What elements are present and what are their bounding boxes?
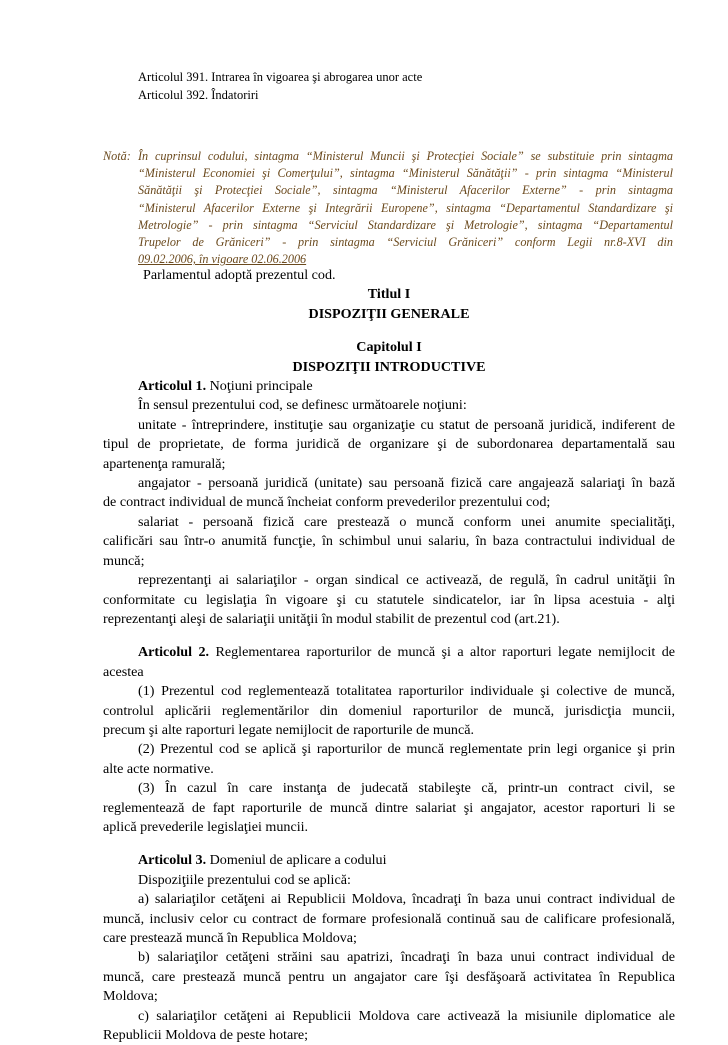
table-of-contents (138, 68, 422, 104)
note-line: “Ministerul Afacerilor Externe şi Integrării Europene”, sintagma “Departamentul Standardizare şi (138, 200, 673, 215)
article-3-label: Articolul 3. (138, 852, 207, 869)
article-1-intro: În sensul prezentului cod, se definesc următoarele noţiuni: (138, 397, 467, 414)
note-line: Sănătăţii şi Protecţiei Sociale”, sintagma “Ministerul Afacerilor Externe” - prin sintagma (138, 183, 673, 198)
editorial-note (103, 148, 673, 268)
article-2-label: Articolul 2. (138, 644, 210, 661)
chapter-name: DISPOZIŢII INTRODUCTIVE (292, 358, 486, 375)
note-date-link[interactable]: 09.02.2006, în vigoare 02.06.2006 (138, 252, 307, 267)
definition-angajator: angajator - persoană juridică (unitate) sau persoană fizică care angajează salariaţi în bază de contract individual de muncă încheiat conform prevederilor prezentului cod; (103, 475, 675, 511)
note-label: Notă: (103, 149, 131, 163)
article-3-title: Domeniul de aplicare a codului (206, 852, 387, 869)
article-2-heading: Articolul 2. Reglementarea raporturilor de muncă şi a altor raporturi legate nemijlocit de acestea (103, 644, 676, 680)
note-line: În cuprinsul codului, sintagma “Ministerul Muncii şi Protecţiei Sociale” se substituie prin sintagma (138, 149, 673, 163)
article-3-item-c: c) salariaţilor cetăţeni ai Republicii Moldova care activează la misiunile diplomatice ale Republicii Moldova de peste hotare; (103, 1007, 675, 1044)
article-1-heading (103, 377, 675, 396)
article-3-item-b: b) salariaţilor cetăţeni străini sau apatrizi, încadraţi în baza unui contract individual de muncă, care prestează muncă pentru un angajator care îşi desfăşoară activitatea în Republica Moldova; (103, 949, 675, 1005)
article-1-title: Noţiuni principale (206, 378, 313, 395)
title-name: DISPOZIŢII GENERALE (308, 305, 470, 322)
article-2-paragraph-2: (2) Prezentul cod se aplică şi raporturilor de muncă reglementate prin legi organice şi prin alte acte normative. (103, 741, 675, 777)
note-line: “Ministerul Economiei şi Comerţului”, sintagma “Ministerul Sănătăţii” - prin sintagma “Ministerul (138, 166, 673, 181)
note-line: Trupelor de Grăniceri” - prin sintagma “Serviciul Grăniceri” conform Legii nr.8-XVI din (138, 235, 673, 250)
definition-reprezentanti: reprezentanţi ai salariaţilor - organ sindical ce activează, de regulă, în cadrul unităţii în conformitate cu legislaţia în vigoare şi cu statutele sindicatelor, iar în lipsa acestuia - alţi reprezentanţi aleşi de salariaţii unităţii în modul stabilit de prezentul cod (art.21). (103, 572, 675, 627)
note-line: Metrologie” - prin sintagma “Serviciul Standardizare şi Metrologie”, sintagma “Departamentul (138, 217, 673, 232)
article-3-heading (103, 851, 675, 870)
main-text (103, 266, 675, 1045)
article-1-label: Articolul 1. (138, 378, 207, 395)
chapter-number: Capitolul I (356, 339, 422, 356)
definition-salariat: salariat - persoană fizică care prestează o muncă conform unei anumite specialităţi, calificări sau într-o anumită funcţie, în schimbul unui salariu, în baza contractului individual de muncă; (103, 513, 675, 569)
title-number: Titlul I (367, 286, 411, 303)
article-3-intro: Dispoziţiile prezentului cod se aplică: (138, 871, 351, 888)
article-3-item-a: a) salariaţilor cetăţeni ai Republicii Moldova, încadraţi în baza unui contract individual de muncă, inclusiv celor cu contract de formare profesională continuă sau de calificare profesională, care prestează muncă în Republica Moldova; (103, 891, 675, 946)
article-2-paragraph-1: (1) Prezentul cod reglementează totalitatea raporturilor individuale şi colective de muncă, controlul aplicării reglementărilor din domeniul raporturilor de muncă, jurisdicţia muncii, precum şi alte raporturi legate nemijlocit de raporturile de muncă. (103, 683, 675, 738)
article-2-title: Reglementarea raporturilor de muncă şi a altor raporturi legate nemijlocit de (209, 644, 676, 661)
article-2-paragraph-3: (3) În cazul în care instanţa de judecată stabileşte că, printr-un contract civil, se reglementează de fapt raporturile de muncă dintre salariat şi angajator, acestor raporturi li se aplică prevederile legislaţiei muncii. (103, 780, 675, 835)
adoption-statement: Parlamentul adoptă prezentul cod. (143, 267, 336, 283)
note-body (138, 148, 673, 268)
definition-unitate: unitate - întreprindere, instituţie sau organizaţie cu statut de persoană juridică, indiferent de tipul de proprietate, de forma juridică de organizare şi de subordonarea departamentală sau apartenenţa ramurală; (103, 416, 675, 472)
toc-item-392[interactable]: Articolul 392. Îndatoriri (138, 88, 259, 102)
toc-item-391[interactable]: Articolul 391. Intrarea în vigoarea şi abrogarea unor acte (138, 70, 423, 84)
